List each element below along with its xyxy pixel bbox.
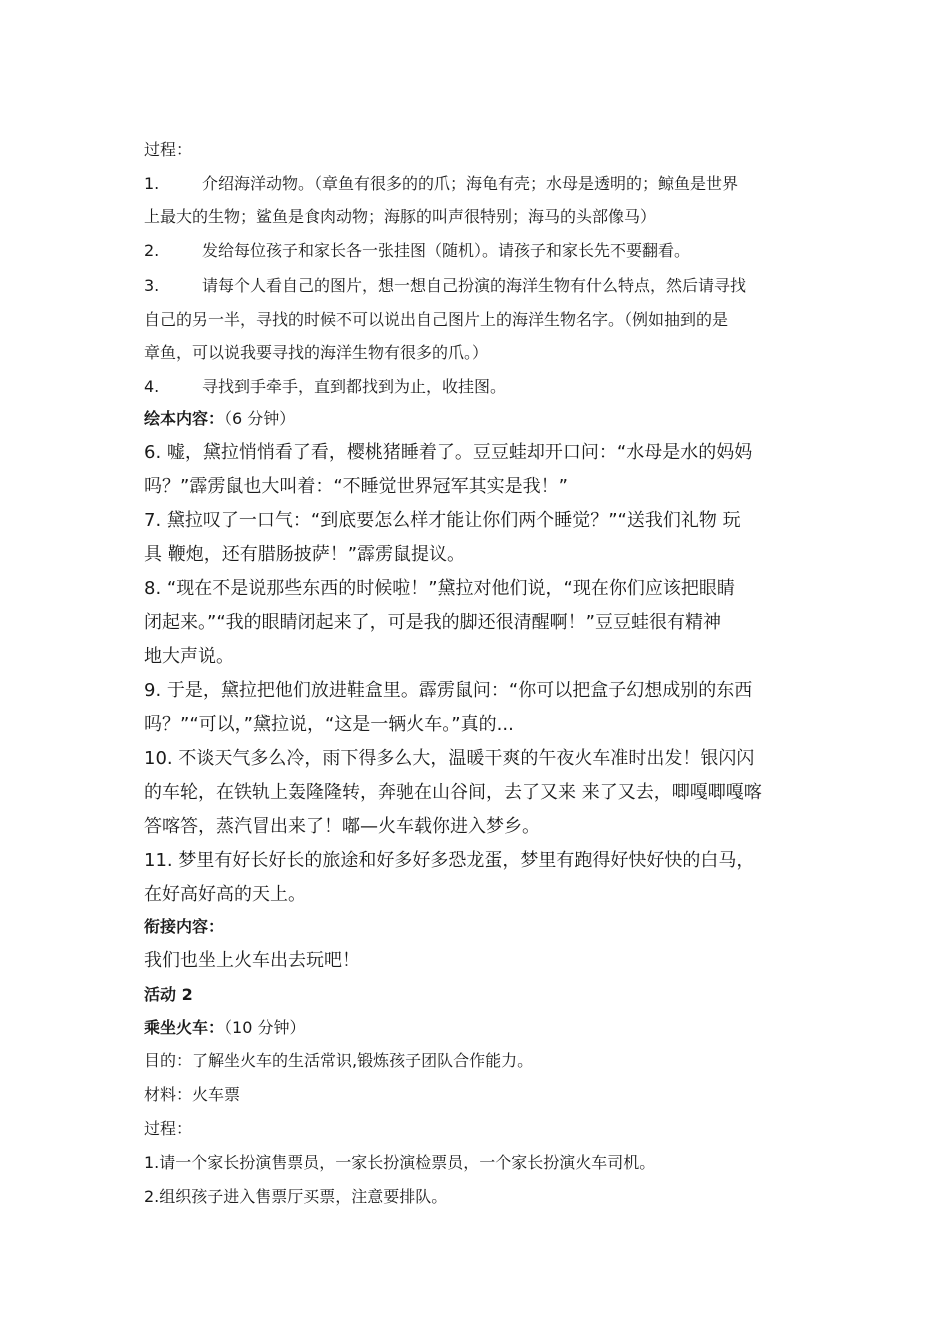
paragraph-8-line-2: 闭起来。”“我的眼睛闭起来了，可是我的脚还很清醒啊！”豆豆蛙很有精神 bbox=[144, 612, 721, 633]
activity-2-step-2: 2.组织孩子进入售票厅买票，注意要排队。 bbox=[144, 1187, 448, 1206]
activity-2-title: 乘坐火车：（10 分钟） bbox=[144, 1018, 306, 1037]
paragraph-6-line-1: 6. 嘘，黛拉悄悄看了看，樱桃猪睡着了。豆豆蛙却开口问：“水母是水的妈妈 bbox=[144, 442, 753, 463]
step-3-line-2: 自己的另一半，寻找的时候不可以说出自己图片上的海洋生物名字。（例如抽到的是 bbox=[144, 310, 729, 329]
transition-heading: 衔接内容： bbox=[144, 917, 225, 936]
step-2-line-1: 2. 发给每位孩子和家长各一张挂图（随机）。请孩子和家长先不要翻看。 bbox=[144, 241, 691, 260]
picture-book-heading: 绘本内容：（6 分钟） bbox=[144, 409, 296, 428]
activity-2-step-1: 1.请一个家长扮演售票员，一家长扮演检票员，一个家长扮演火车司机。 bbox=[144, 1153, 656, 1172]
activity-2-process-label: 过程： bbox=[144, 1119, 193, 1138]
paragraph-8-line-1: 8. “现在不是说那些东西的时候啦！”黛拉对他们说，“现在你们应该把眼睛 bbox=[144, 578, 735, 599]
step-1-line-1: 1. 介绍海洋动物。（章鱼有很多的的爪；海龟有壳；水母是透明的；鲸鱼是世界 bbox=[144, 174, 739, 193]
paragraph-11-line-2: 在好高好高的天上。 bbox=[144, 884, 306, 905]
paragraph-10-line-1: 10. 不谈天气多么冷，雨下得多么大，温暖干爽的午夜火车准时出发！银闪闪 bbox=[144, 748, 755, 769]
step-1-line-2: 上最大的生物；鲨鱼是食肉动物；海豚的叫声很特别；海马的头部像马） bbox=[144, 207, 657, 226]
paragraph-9-line-2: 吗？”“可以，”黛拉说，“这是一辆火车。”真的... bbox=[144, 714, 514, 735]
transition-text: 我们也坐上火车出去玩吧！ bbox=[144, 950, 360, 971]
step-4-line-1: 4. 寻找到手牵手，直到都找到为止，收挂图。 bbox=[144, 377, 507, 396]
paragraph-7-line-2: 具 鞭炮，还有腊肠披萨！”霹雳鼠提议。 bbox=[144, 544, 466, 565]
paragraph-6-line-2: 吗？”霹雳鼠也大叫着：“不睡觉世界冠军其实是我！” bbox=[144, 476, 568, 497]
paragraph-9-line-1: 9. 于是，黛拉把他们放进鞋盒里。霹雳鼠问：“你可以把盒子幻想成别的东西 bbox=[144, 680, 753, 701]
activity-2-purpose: 目的：了解坐火车的生活常识,锻炼孩子团队合作能力。 bbox=[144, 1051, 534, 1070]
process-label: 过程： bbox=[144, 140, 193, 159]
step-3-line-3: 章鱼，可以说我要寻找的海洋生物有很多的爪。） bbox=[144, 343, 489, 362]
step-3-line-1: 3. 请每个人看自己的图片，想一想自己扮演的海洋生物有什么特点，然后请寻找 bbox=[144, 276, 747, 295]
paragraph-7-line-1: 7. 黛拉叹了一口气：“到底要怎么样才能让你们两个睡觉？”“送我们礼物 玩 bbox=[144, 510, 741, 531]
paragraph-10-line-2: 的车轮，在铁轨上轰隆隆转，奔驰在山谷间，去了又来 来了又去，唧嘎唧嘎喀 bbox=[144, 782, 762, 803]
paragraph-8-line-3: 地大声说。 bbox=[144, 646, 234, 667]
activity-2-heading: 活动 2 bbox=[144, 985, 193, 1004]
paragraph-10-line-3: 答喀答，蒸汽冒出来了！嘟—火车载你进入梦乡。 bbox=[144, 816, 540, 837]
paragraph-11-line-1: 11. 梦里有好长好长的旅途和好多好多恐龙蛋，梦里有跑得好快好快的白马， bbox=[144, 850, 755, 871]
activity-2-materials: 材料：火车票 bbox=[144, 1085, 241, 1104]
